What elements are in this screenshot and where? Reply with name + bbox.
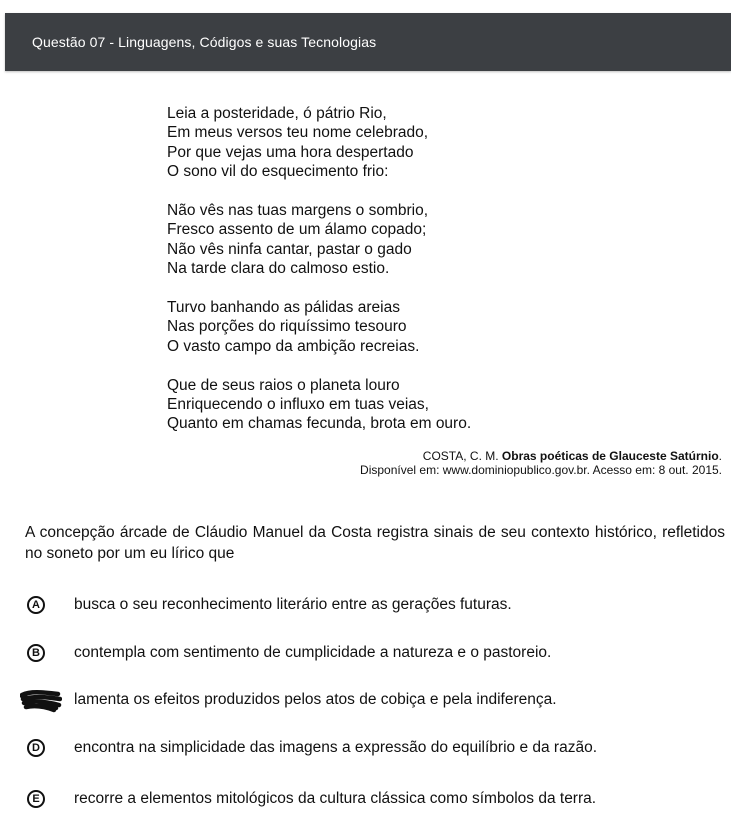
option-text[interactable]: lamenta os efeitos produzidos pelos atos de cobiça e pela indiferença. <box>74 691 557 708</box>
option-letter-circle[interactable]: D <box>27 739 45 757</box>
option-c[interactable] <box>27 688 557 712</box>
poem-line: Na tarde clara do calmoso estio. <box>167 260 390 278</box>
poem-line: O sono vil do esquecimento frio: <box>167 163 389 181</box>
poem-line: Não vês ninfa cantar, pastar o gado <box>167 240 412 258</box>
option-text[interactable]: contempla com sentimento de cumplicidade a natureza e o pastoreio. <box>74 644 552 661</box>
poem-line: Fresco assento de um álamo copado; <box>167 221 427 239</box>
citation-author: COSTA, C. M. <box>422 449 502 463</box>
option-a[interactable] <box>27 593 512 617</box>
option-letter-circle[interactable]: A <box>27 596 45 614</box>
poem-line: Em meus versos teu nome celebrado, <box>167 124 429 142</box>
option-text[interactable]: encontra na simplicidade das imagens a expressão do equilíbrio e da razão. <box>74 739 598 756</box>
citation-period: . <box>718 449 722 463</box>
question-header <box>5 13 731 71</box>
stanza <box>167 201 471 279</box>
stanza <box>167 376 471 434</box>
stanza <box>167 104 471 182</box>
source-citation <box>360 449 722 477</box>
scribble-mark-icon <box>20 688 62 714</box>
question-stem: A concepção árcade de Cláudio Manuel da Costa registra sinais de seu contexto histórico, refletidos no soneto por um eu lírico que <box>25 524 725 562</box>
poem-line: Nas porções do riquíssimo tesouro <box>167 318 407 336</box>
option-letter-circle[interactable]: E <box>27 790 45 808</box>
poem-line: Que de seus raios o planeta louro <box>167 376 400 394</box>
stanza <box>167 298 471 356</box>
poem-line: Por que vejas uma hora despertado <box>167 143 414 161</box>
citation-work: Obras poéticas de Glauceste Satúrnio <box>501 449 719 463</box>
citation-line <box>360 449 722 463</box>
option-b[interactable] <box>27 641 551 665</box>
poem-line: Leia a posteridade, ó pátrio Rio, <box>167 105 387 122</box>
question-title: Questão 07 - Linguagens, Códigos e suas Tecnologias <box>32 34 377 50</box>
poem-line: O vasto campo da ambição recreias. <box>167 337 420 355</box>
option-text[interactable]: busca o seu reconhecimento literário entre as gerações futuras. <box>74 596 512 613</box>
option-d[interactable] <box>27 736 597 760</box>
option-e[interactable] <box>27 787 596 811</box>
poem-line: Quanto em chamas fecunda, brota em ouro. <box>167 415 472 433</box>
option-letter-circle[interactable]: B <box>27 644 45 662</box>
poem-line: Turvo banhando as pálidas areias <box>167 299 400 317</box>
poem-line: Não vês nas tuas margens o sombrio, <box>167 202 429 220</box>
poem <box>167 104 471 453</box>
option-text[interactable]: recorre a elementos mitológicos da cultura clássica como símbolos da terra. <box>74 790 597 807</box>
citation-availability: Disponível em: www.dominiopublico.gov.br. Acesso em: 8 out. 2015. <box>360 463 722 477</box>
poem-line: Enriquecendo o influxo em tuas veias, <box>167 396 429 414</box>
